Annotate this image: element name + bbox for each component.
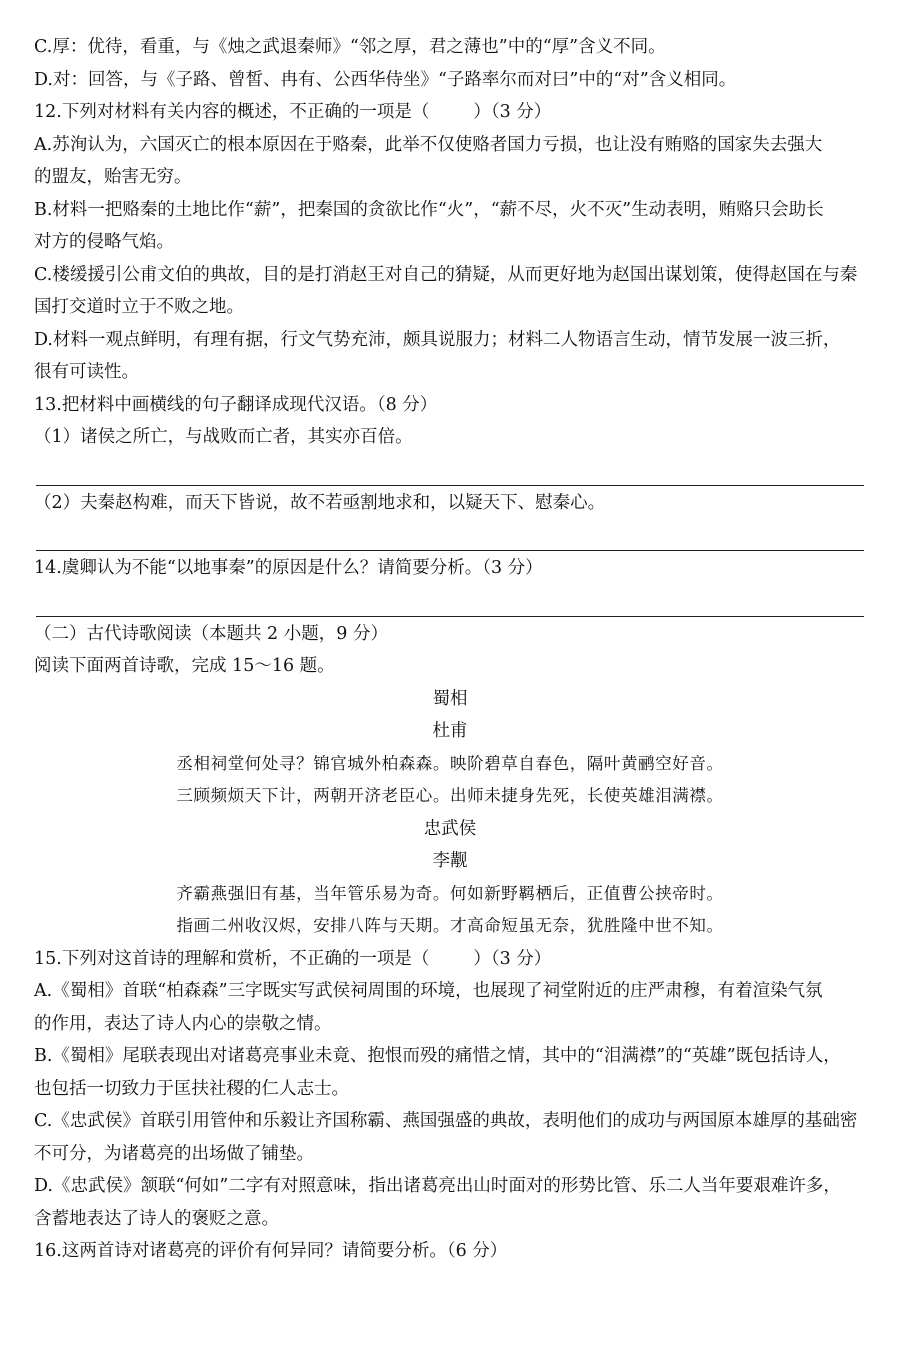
q15-option-b: B.《蜀相》尾联表现出对诸葛亮事业未竟、抱恨而殁的痛惜之情，其中的“泪满襟”的“英雄”既包括诗人， — [34, 1046, 841, 1066]
q12-stem-text: 12.下列对材料有关内容的概述，不正确的一项是（ — [34, 102, 430, 122]
poem2-line2: 指画二州收汉烬，安排八阵与天期。才高命短虽无奈，犹胜隆中世不知。 — [176, 916, 724, 935]
q15-option-c: C.《忠武侯》首联引用管仲和乐毅让齐国称霸、燕国强盛的典故，表明他们的成功与两国原本雄厚的基础密 — [34, 1111, 858, 1131]
q15-option-a: A.《蜀相》首联“柏森森”三字既实写武侯祠周围的环境，也展现了祠堂附近的庄严肃穆，有着渲染气氛 — [34, 981, 823, 1001]
poem2-title: 忠武侯 — [423, 818, 477, 839]
q12-option-a-cont: 的盟友，贻害无穷。 — [34, 167, 192, 187]
q12-option-b: B.材料一把赂秦的土地比作“薪”，把秦国的贪欲比作“火”，“薪不尽，火不灭”生动表明，贿赂只会助长 — [34, 199, 824, 220]
poem2-line1: 齐霸燕强旧有基，当年管乐易为奇。何如新野羁栖后，正值曹公挟帝时。 — [176, 883, 724, 903]
poem2-author: 李觏 — [432, 851, 468, 871]
poem1-line1: 丞相祠堂何处寻？锦官城外柏森森。映阶碧草自春色，隔叶黄鹂空好音。 — [176, 753, 724, 773]
q16-stem: 16.这两首诗对诸葛亮的评价有何异同？请简要分析。（6 分） — [34, 1241, 508, 1261]
section-heading: （二）古代诗歌阅读（本题共 2 小题，9 分） — [34, 623, 388, 644]
answer-line-q13-1[interactable] — [36, 454, 864, 486]
q12-option-c-cont: 国打交道时立于不败之地。 — [34, 297, 244, 317]
q12-option-d: D.材料一观点鲜明，有理有据，行文气势充沛，颇具说服力；材料二人物语言生动，情节发展一波三折， — [34, 329, 841, 350]
q12-score: ）（3 分） — [473, 102, 552, 122]
q15-option-c-cont: 不可分，为诸葛亮的出场做了铺垫。 — [34, 1143, 314, 1164]
q15-option-d-cont: 含蓄地表达了诗人的褒贬之意。 — [34, 1208, 279, 1229]
q11-option-d: D.对：回答，与《子路、曾皙、冉有、公西华侍坐》“子路率尔而对曰”中的“对”含义相同。 — [34, 69, 737, 90]
q15-option-b-cont: 也包括一切致力于匡扶社稷的仁人志士。 — [34, 1078, 349, 1099]
poem1-author: 杜甫 — [432, 721, 468, 741]
poem1-title: 蜀相 — [432, 688, 468, 709]
q15-option-a-cont: 的作用，表达了诗人内心的崇敬之情。 — [34, 1013, 332, 1034]
q12-option-c: C.楼缓援引公甫文伯的典故，目的是打消赵王对自己的猜疑，从而更好地为赵国出谋划策，使得赵国在与秦 — [34, 264, 858, 285]
q12-option-b-cont: 对方的侵略气焰。 — [34, 232, 174, 252]
q15-stem-text: 15.下列对这首诗的理解和赏析，不正确的一项是（ — [34, 948, 430, 969]
q13-stem: 13.把材料中画横线的句子翻译成现代汉语。（8 分） — [34, 394, 438, 415]
q15-stem — [34, 943, 866, 976]
q13-sub2: （2）夫秦赵构难，而天下皆说，故不若亟割地求和，以疑天下、慰秦心。 — [34, 492, 606, 513]
poem1-line2: 三顾频烦天下计，两朝开济老臣心。出师未捷身先死，长使英雄泪满襟。 — [176, 786, 724, 805]
q15-score: ）（3 分） — [473, 948, 552, 969]
q12-stem — [34, 96, 866, 129]
q11-option-c: C.厚：优待，看重，与《烛之武退秦师》“邻之厚，君之薄也”中的“厚”含义不同。 — [34, 37, 666, 57]
answer-line-q14[interactable] — [36, 585, 864, 617]
q14-stem: 14.虞卿认为不能“以地事秦”的原因是什么？请简要分析。（3 分） — [34, 558, 543, 578]
q15-option-d: D.《忠武侯》颔联“何如”二字有对照意味，指出诸葛亮出山时面对的形势比管、乐二人当年要艰难许多， — [34, 1176, 841, 1196]
q12-option-a: A.苏洵认为，六国灭亡的根本原因在于赂秦，此举不仅使赂者国力亏损，也让没有贿赂的国家失去强大 — [34, 134, 823, 155]
q13-sub1: （1）诸侯之所亡，与战败而亡者，其实亦百倍。 — [34, 427, 413, 447]
q12-option-d-cont: 很有可读性。 — [34, 362, 139, 382]
answer-line-q13-2[interactable] — [36, 519, 864, 551]
section-intro: 阅读下面两首诗歌，完成 15～16 题。 — [34, 656, 335, 676]
